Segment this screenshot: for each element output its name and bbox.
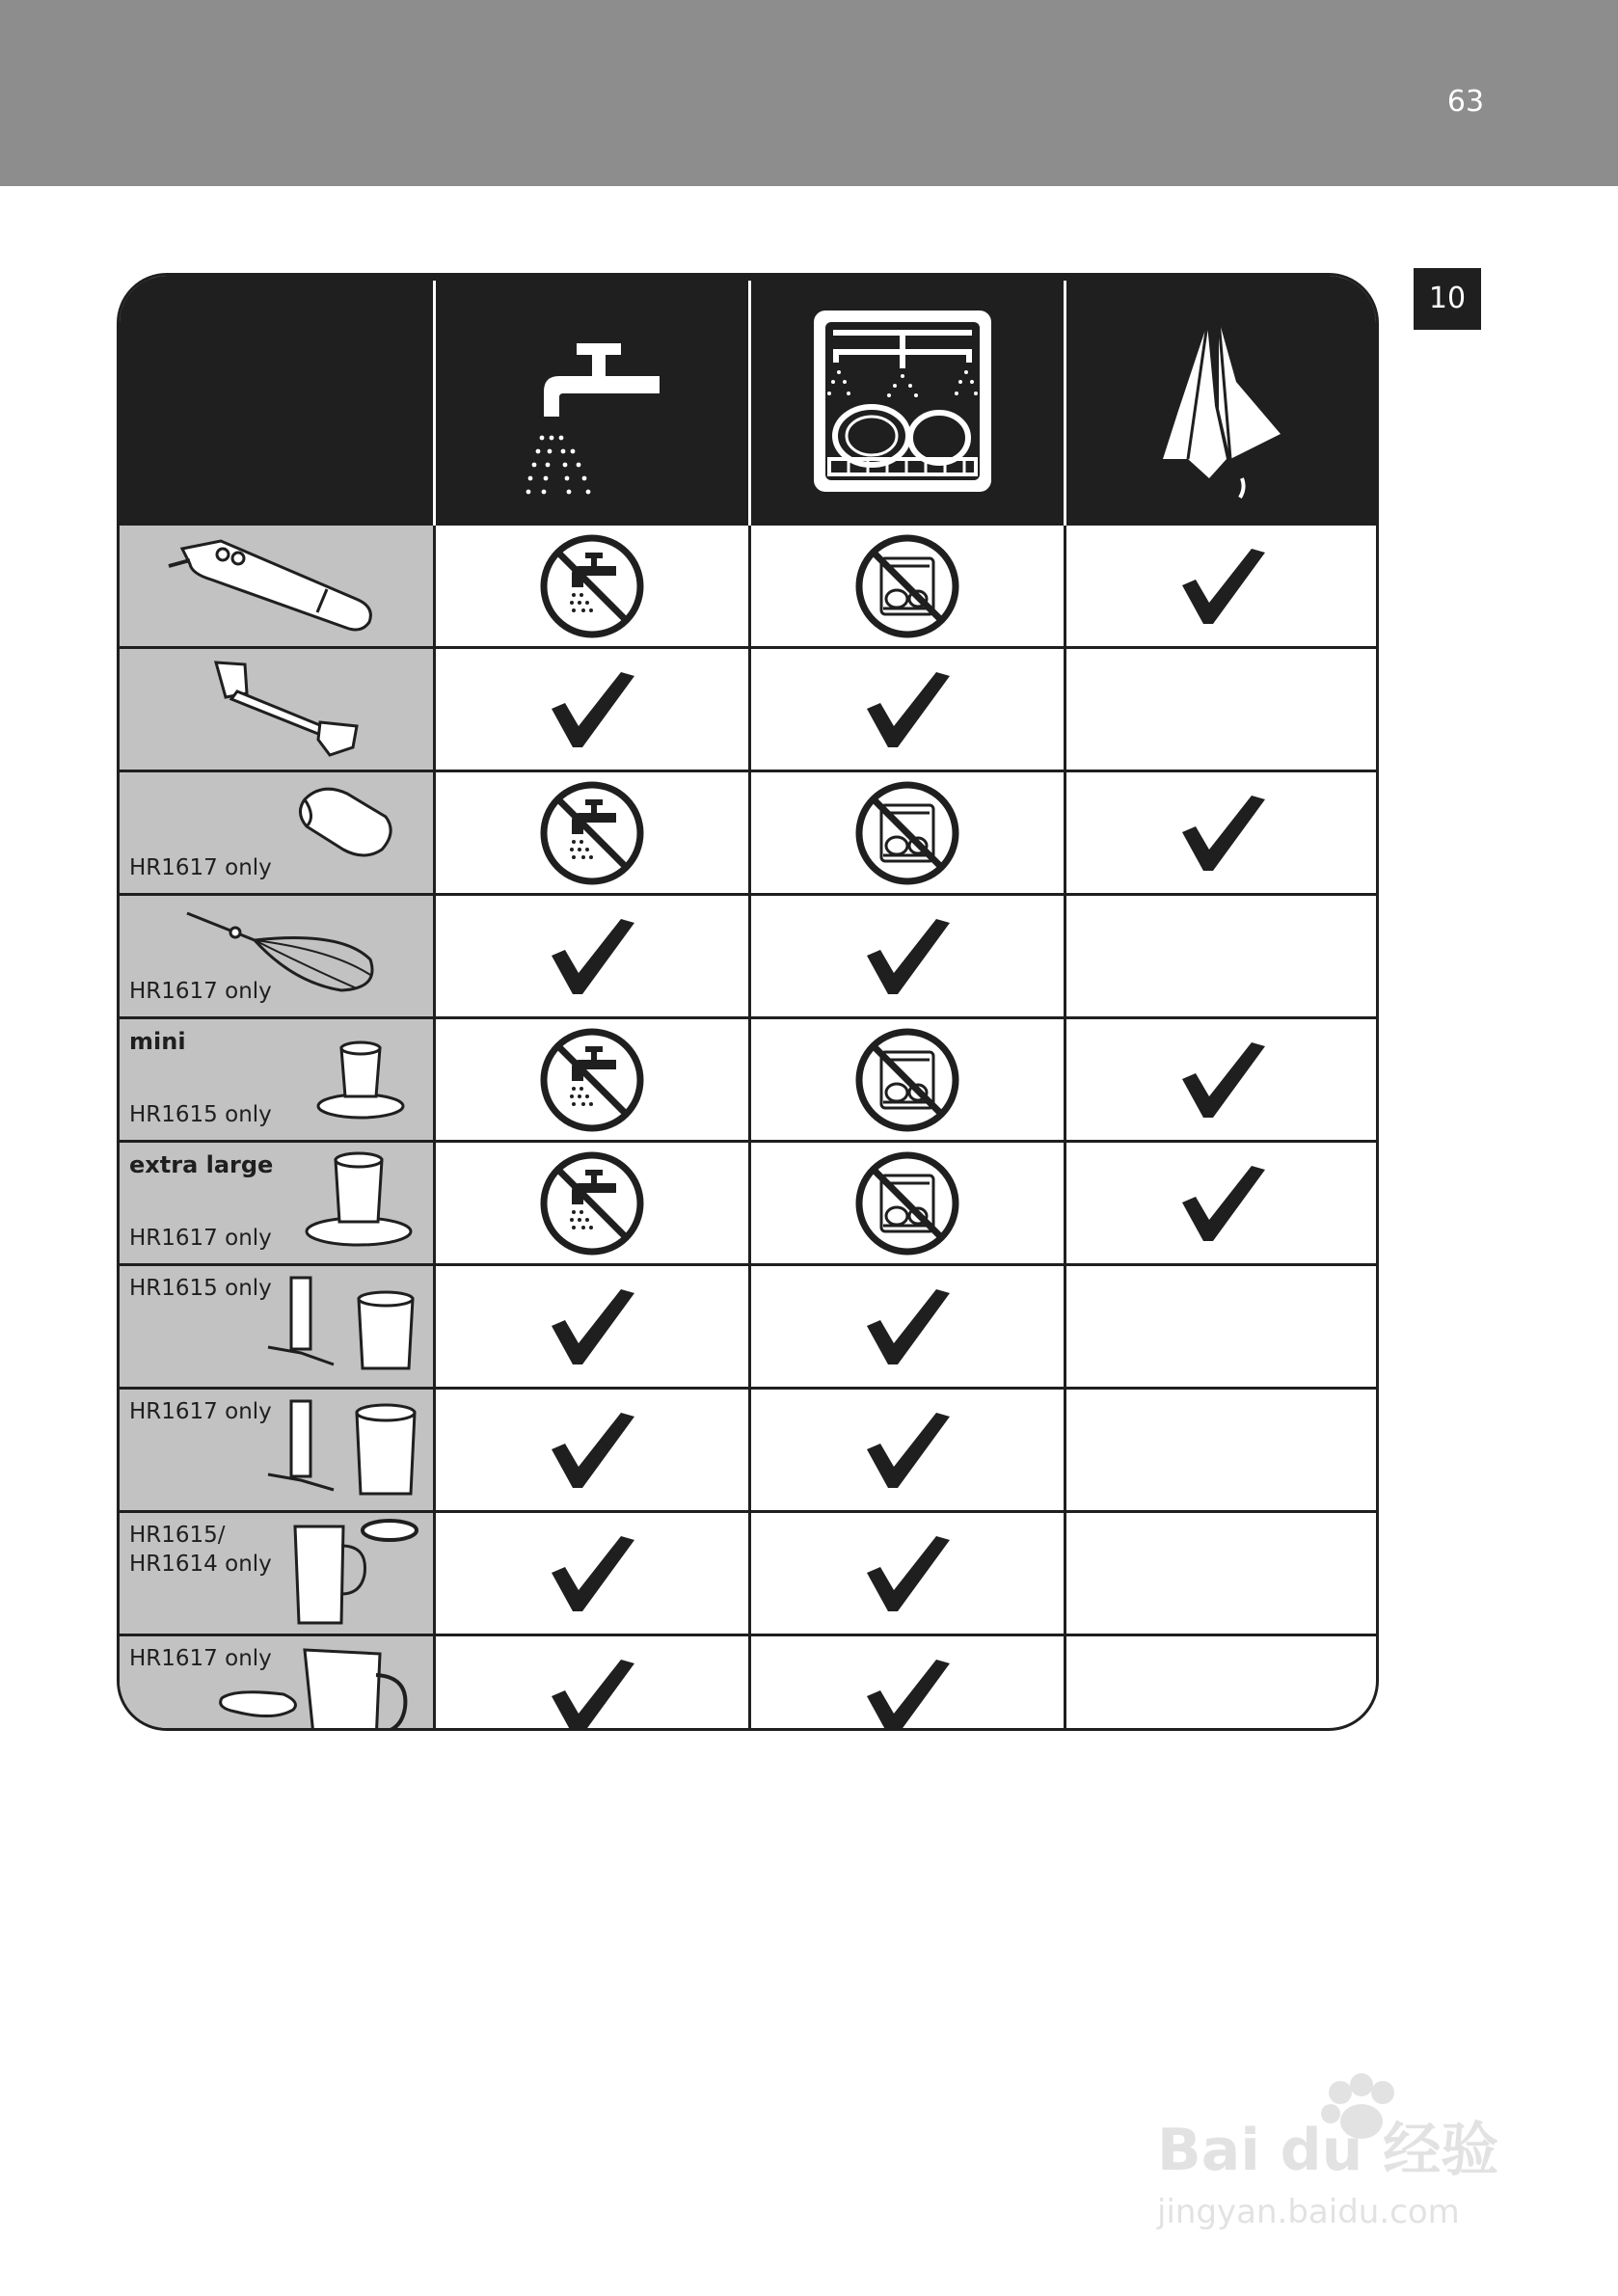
header-divider xyxy=(1064,281,1066,526)
watermark-url: jingyan.baidu.com xyxy=(1157,2193,1460,2231)
part-bottom-label: HR1617 only xyxy=(129,855,272,880)
status-cell xyxy=(436,526,748,646)
beaker-image xyxy=(276,1517,420,1632)
baidu-watermark xyxy=(1147,2064,1533,2237)
part-bottom-label: HR1617 only xyxy=(129,1226,272,1251)
page-number: 63 xyxy=(1446,85,1485,119)
status-cell xyxy=(751,1390,1064,1510)
table-row xyxy=(120,896,1379,1016)
dishwasher-icon xyxy=(806,305,999,498)
mini-chopper-bowl-image xyxy=(262,1272,426,1382)
checkmark-icon xyxy=(546,666,638,753)
checkmark-icon xyxy=(1176,790,1269,877)
table-row xyxy=(120,1390,1379,1510)
checkmark-icon xyxy=(546,1530,638,1617)
status-cell xyxy=(436,1390,748,1510)
table-row xyxy=(120,772,1379,893)
watermark-brand: Bai du 经验 xyxy=(1157,2117,1499,2184)
status-cell xyxy=(1066,526,1379,646)
status-cell xyxy=(1066,649,1379,770)
status-cell xyxy=(751,526,1064,646)
running-tap-icon xyxy=(505,334,679,498)
status-cell xyxy=(436,649,748,770)
checkmark-icon xyxy=(861,1530,954,1617)
checkmark-icon xyxy=(546,1407,638,1494)
checkmark-icon xyxy=(861,1407,954,1494)
table-row xyxy=(120,1266,1379,1387)
checkmark-icon xyxy=(546,1283,638,1370)
part-top-label: HR1615 only xyxy=(129,1276,272,1301)
checkmark-icon xyxy=(861,1654,954,1732)
status-cell xyxy=(751,1636,1064,1731)
status-cell xyxy=(436,1513,748,1634)
checkmark-icon xyxy=(861,913,954,1000)
mini-chopper-lid-image xyxy=(312,1029,409,1129)
header-divider xyxy=(433,281,436,526)
chapter-tab: 10 xyxy=(1414,268,1481,330)
checkmark-icon xyxy=(1176,543,1269,630)
table-row xyxy=(120,1513,1379,1634)
table-row xyxy=(120,649,1379,770)
motor-unit-image xyxy=(163,531,394,641)
status-cell xyxy=(436,896,748,1016)
status-cell xyxy=(751,772,1064,893)
status-cell xyxy=(751,1513,1064,1634)
checkmark-icon xyxy=(861,666,954,753)
status-cell xyxy=(751,1143,1064,1263)
no-tap-rinse-icon xyxy=(539,1150,645,1256)
no-dishwasher-icon xyxy=(854,1027,960,1133)
cleaning-table xyxy=(117,273,1379,1731)
xl-chopper-lid-image xyxy=(301,1147,417,1256)
header-divider xyxy=(748,281,751,526)
no-dishwasher-icon xyxy=(854,1150,960,1256)
status-cell xyxy=(751,896,1064,1016)
no-tap-rinse-icon xyxy=(539,1027,645,1133)
part-bottom-label: HR1617 only xyxy=(129,979,272,1004)
status-cell xyxy=(436,1143,748,1263)
part-top-label: HR1617 only xyxy=(129,1646,272,1671)
status-cell xyxy=(751,649,1064,770)
cloth-wipe-icon xyxy=(1149,314,1294,502)
part-top-label: mini xyxy=(129,1028,186,1055)
checkmark-icon xyxy=(861,1283,954,1370)
part-top-label: HR1615/ xyxy=(129,1523,226,1548)
status-cell xyxy=(1066,1143,1379,1263)
blender-bar-image xyxy=(187,655,380,765)
status-cell xyxy=(751,1019,1064,1140)
no-tap-rinse-icon xyxy=(539,780,645,886)
table-header xyxy=(120,276,1379,526)
status-cell xyxy=(436,1636,748,1731)
status-cell xyxy=(1066,772,1379,893)
no-dishwasher-icon xyxy=(854,533,960,639)
checkmark-icon xyxy=(546,1654,638,1732)
table-row xyxy=(120,1019,1379,1140)
status-cell xyxy=(1066,896,1379,1016)
no-dishwasher-icon xyxy=(854,780,960,886)
table-row xyxy=(120,1143,1379,1263)
checkmark-icon xyxy=(1176,1160,1269,1247)
status-cell xyxy=(436,1019,748,1140)
status-cell xyxy=(1066,1636,1379,1731)
no-tap-rinse-icon xyxy=(539,533,645,639)
status-cell xyxy=(436,1266,748,1387)
checkmark-icon xyxy=(546,913,638,1000)
page-header-bar xyxy=(0,0,1618,186)
part-top-label: extra large xyxy=(129,1151,274,1178)
table-row xyxy=(120,526,1379,646)
checkmark-icon xyxy=(1176,1037,1269,1123)
status-cell xyxy=(436,772,748,893)
part-top-label: HR1617 only xyxy=(129,1399,272,1424)
table-row xyxy=(120,1636,1379,1731)
status-cell xyxy=(1066,1513,1379,1634)
status-cell xyxy=(1066,1390,1379,1510)
status-cell xyxy=(1066,1019,1379,1140)
whisk-coupling-image xyxy=(293,778,399,869)
part-bottom-label: HR1615 only xyxy=(129,1102,272,1127)
status-cell xyxy=(751,1266,1064,1387)
xl-chopper-bowl-image xyxy=(262,1395,426,1505)
status-cell xyxy=(1066,1266,1379,1387)
part-bottom-label: HR1614 only xyxy=(129,1552,272,1577)
